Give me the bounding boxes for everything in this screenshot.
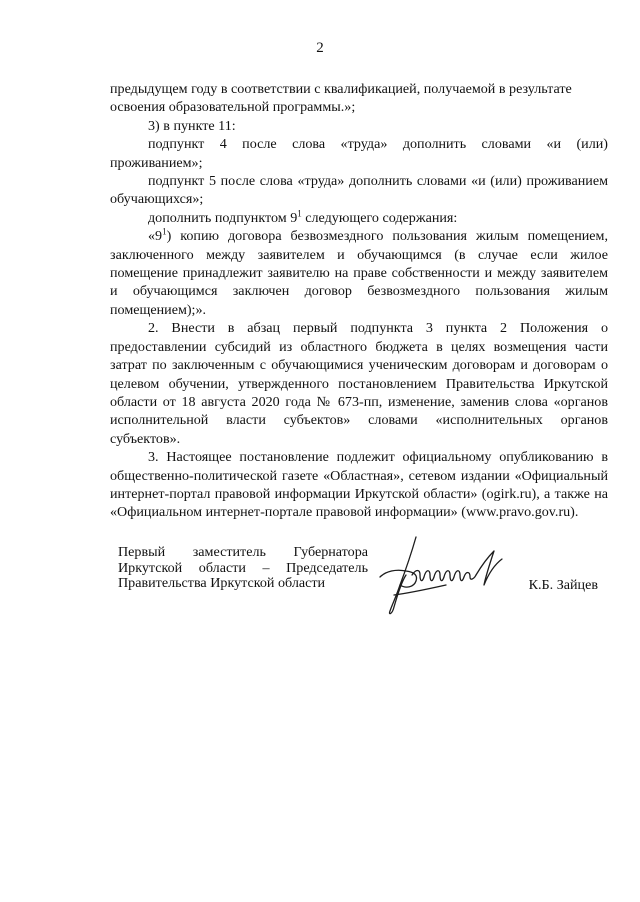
- paragraph-continuation: предыдущем году в соответствии с квалификацией, получаемой в результате освоения образовательной программы.»;: [110, 81, 572, 116]
- paragraph-subitem-4: подпункт 4 после слова «труда» дополнить словами «и (или) проживанием»;: [110, 136, 608, 171]
- superscript: 1: [162, 226, 167, 237]
- paragraph-add-subitem: [110, 209, 608, 227]
- paragraph-subitem-5: подпункт 5 после слова «труда» дополнить словами «и (или) проживанием обучающихся»;: [110, 173, 608, 208]
- signature-block: [118, 545, 598, 635]
- handwritten-signature: [376, 535, 526, 617]
- text-run: «9: [148, 228, 163, 245]
- signer-title-line: Иркутской области – Председатель: [118, 559, 368, 576]
- paragraph-section-3: 3. Настоящее постановление подлежит официальному опубликованию в общественно-политической газете «Областная», сетевом издании «Официальный интернет-портал правовой информации Иркутской области» (ogirk.ru), а также на «Официальном интернет-портале правовой информации» (www.pravo.gov.ru).: [110, 449, 608, 521]
- paragraph-item-3: 3) в пункте 11:: [148, 117, 236, 134]
- signer-title-line: Правительства Иркутской области: [118, 575, 326, 591]
- superscript: 1: [297, 208, 302, 219]
- page-number: 2: [316, 40, 324, 56]
- signer-name: К.Б. Зайцев: [528, 577, 598, 593]
- paragraph-section-2: 2. Внести в абзац первый подпункта 3 пункта 2 Положения о предоставлении субсидий из областного бюджета в целях возмещения части затрат по заключенным с обучающимися ученическим договорам и договорам о целевом обучении, утвержденного постановлением Правительства Иркутской области от 18 августа 2020 года № 673-пп, изменение, заменив слова «органов исполнительной власти субъектов» словами «исполнительных органов субъектов».: [110, 320, 608, 447]
- signer-title: [118, 545, 368, 592]
- signer-title-line: Первый заместитель Губернатора: [118, 544, 368, 560]
- text-run: следующего содержания:: [301, 209, 458, 226]
- paragraph-subitem-9-1: [110, 227, 608, 319]
- text-run: дополнить подпунктом 9: [148, 209, 298, 226]
- document-body: [110, 80, 608, 522]
- text-run: ) копию договора безвозмездного пользования жилым помещением, заключенного между заявителем и обучающимся (в случае если жилое помещение принадлежит заявителю на праве собственности и между заявителем и обучающимся заключен договор безвозмездного пользования жилым помещением);».: [110, 228, 608, 318]
